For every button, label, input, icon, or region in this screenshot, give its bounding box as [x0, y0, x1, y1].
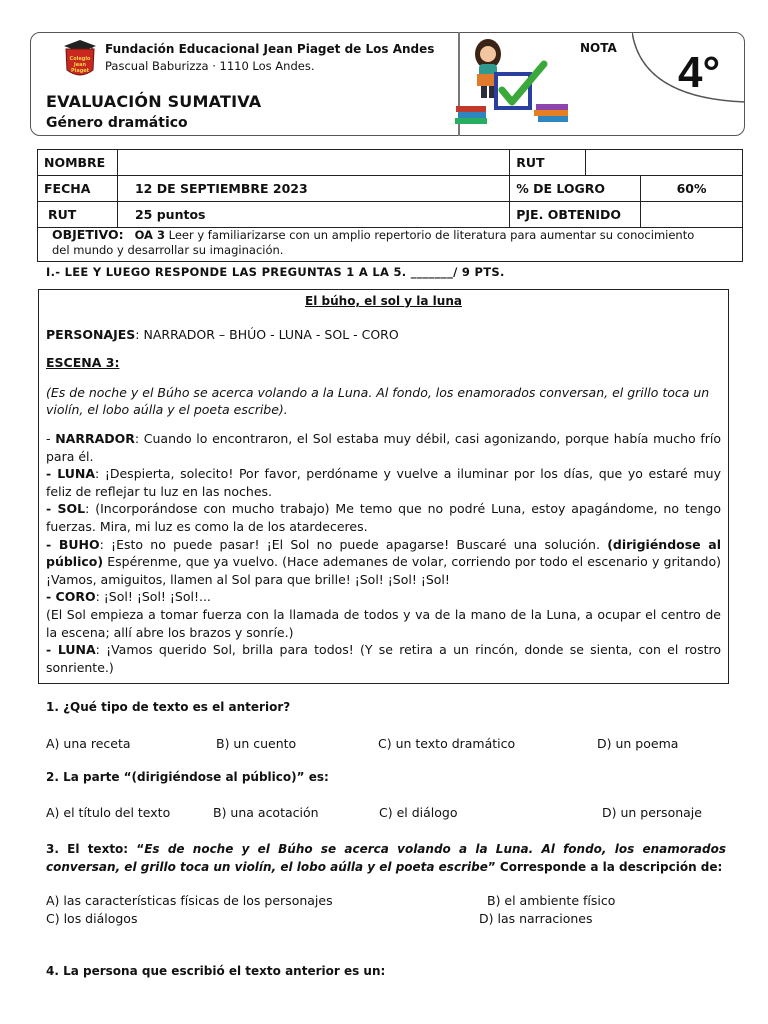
q2-option-c[interactable]: C) el diálogo [379, 805, 458, 820]
svg-text:Jean: Jean [73, 62, 87, 68]
logro-value: 60% [641, 176, 743, 202]
characters-list: : NARRADOR – BHÚO - LUNA - SOL - CORO [135, 326, 399, 342]
pje-label: PJE. OBTENIDO [510, 202, 641, 228]
stage-direction: (Es de noche y el Búho se acerca volando a la Luna. Al fondo, los enamorados conversan, el grillo toca un violín, el lobo aúlla y el poeta escribe). [46, 384, 710, 418]
objective-text-1: Leer y familiarizarse con un amplio repertorio de literatura para aumentar su conocimiento [168, 228, 695, 242]
q1-option-c[interactable]: C) un texto dramático [378, 736, 516, 751]
dialogue-line: - SOL: (Incorporándose con mucho trabajo) Me temo que no podré Luna, estoy apagándome, no tengo fuerzas. Mira, mi luz es como la de los atardeceres. [46, 501, 721, 534]
speaker: CORO [55, 589, 96, 605]
q2-option-b[interactable]: B) una acotación [213, 805, 319, 820]
stage-aside: (dirigiéndose al público) [46, 536, 721, 570]
question-2-title: 2. La parte “(dirigiéndose al público)” es: [46, 770, 329, 784]
story-title: El búho, el sol y la luna [305, 294, 462, 308]
nota-label: NOTA [580, 41, 617, 55]
question-3-title: 3. El texto: “Es de noche y el Búho se acerca volando a la Luna. Al fondo, los enamorados conversan, el grillo toca un violín, el lobo aúlla y el poeta escribe” Corresponde a la descripción de: [46, 842, 726, 874]
student-info-table [37, 149, 743, 228]
nombre-field[interactable] [117, 150, 509, 176]
objective-text-2: del mundo y desarrollar su imaginación. [52, 243, 284, 257]
objective-box [37, 225, 743, 262]
q3-option-c[interactable]: C) los diálogos [46, 911, 138, 926]
rut-label: RUT [510, 150, 586, 176]
fecha-value: 12 DE SEPTIEMBRE 2023 [117, 176, 509, 202]
svg-text:Colegio: Colegio [69, 56, 91, 62]
speaker: LUNA [57, 466, 96, 482]
table-row [38, 150, 743, 176]
evaluation-title: EVALUACIÓN SUMATIVA [46, 92, 262, 111]
question-4-title: 4. La persona que escribió el texto anterior es un: [46, 964, 386, 978]
characters-label: PERSONAJES [46, 326, 136, 342]
fecha-label: FECHA [38, 176, 118, 202]
institution-name: Fundación Educacional Jean Piaget de Los Andes [105, 42, 435, 56]
pje-field[interactable] [641, 202, 743, 228]
question-3-quote: Es de noche y el Búho se acerca volando a la Luna. Al fondo, los enamorados conversan, el grillo toca un violín, el lobo aúlla y el poeta escribe [46, 842, 726, 874]
characters-line [46, 326, 721, 344]
objective-code: OA 3 [134, 228, 165, 242]
evaluation-subtitle: Género dramático [46, 115, 188, 131]
q3-option-b[interactable]: B) el ambiente físico [487, 893, 616, 908]
institution-address: Pascual Baburizza · 1110 Los Andes. [105, 59, 315, 73]
dialogue-line: - NARRADOR: Cuando lo encontraron, el Sol estaba muy débil, casi agonizando, porque había mucho frío para él. [46, 430, 722, 464]
dialogue [46, 430, 721, 676]
speaker: SOL [57, 501, 86, 517]
dialogue-line: - LUNA: ¡Vamos querido Sol, brilla para todos! (Y se retira a un rincón, donde se sienta, con el rostro sonriente.) [46, 642, 722, 675]
stage-direction-2: (El Sol empieza a tomar fuerza con la llamada de todos y va de la mano de la Luna, a ocupar el centro de la escena; allí abre los brazos y sonríe.) [46, 606, 721, 640]
scene-heading: ESCENA 3: [46, 355, 120, 371]
objective-label: OBJETIVO: [52, 227, 124, 242]
speaker: BUHO [58, 536, 100, 552]
rut-field[interactable] [586, 150, 743, 176]
q2-option-d[interactable]: D) un personaje [602, 805, 702, 820]
table-row [38, 176, 743, 202]
dialogue-line: - BUHO: ¡Esto no puede pasar! ¡El Sol no puede apagarse! Buscaré una solución. (dirigiéndose al público) Espérenme, que ya vuelvo. (Hace ademanes de volar, corriendo por todo el escenario y gritando) ¡Vamos, amiguitos, llamen al Sol para que brille! ¡Sol! ¡Sol! ¡Sol! [46, 536, 721, 587]
q1-option-b[interactable]: B) un cuento [216, 736, 297, 751]
grade-value: 4° [678, 48, 721, 97]
speaker: LUNA [57, 642, 96, 658]
q2-option-a[interactable]: A) el título del texto [46, 805, 171, 820]
story-box [38, 289, 729, 684]
rut2-label: RUT [38, 202, 118, 228]
q1-option-a[interactable]: A) una receta [46, 736, 131, 751]
teacher-checkmark-illustration [452, 34, 574, 130]
speaker: NARRADOR [55, 430, 135, 446]
school-logo [58, 40, 102, 80]
svg-text:Piaget: Piaget [70, 68, 90, 74]
dialogue-line: - LUNA: ¡Despierta, solecito! Por favor, perdóname y vuelve a iluminar por los días, que yo estaré muy feliz de reflejar tu luz en las noches. [46, 466, 721, 499]
nombre-label: NOMBRE [38, 150, 118, 176]
dialogue-line: - CORO: ¡Sol! ¡Sol! ¡Sol!... [46, 589, 211, 605]
q3-option-d[interactable]: D) las narraciones [479, 911, 593, 926]
q1-option-d[interactable]: D) un poema [597, 736, 679, 751]
question-1-title: 1. ¿Qué tipo de texto es el anterior? [46, 700, 291, 714]
logro-label: % DE LOGRO [510, 176, 641, 202]
q3-option-a[interactable]: A) las características físicas de los personajes [46, 893, 333, 908]
table-row [38, 202, 743, 228]
puntos-value: 25 puntos [117, 202, 509, 228]
section-heading: I.- LEE Y LUEGO RESPONDE LAS PREGUNTAS 1 A LA 5. _______/ 9 PTS. [46, 265, 505, 279]
